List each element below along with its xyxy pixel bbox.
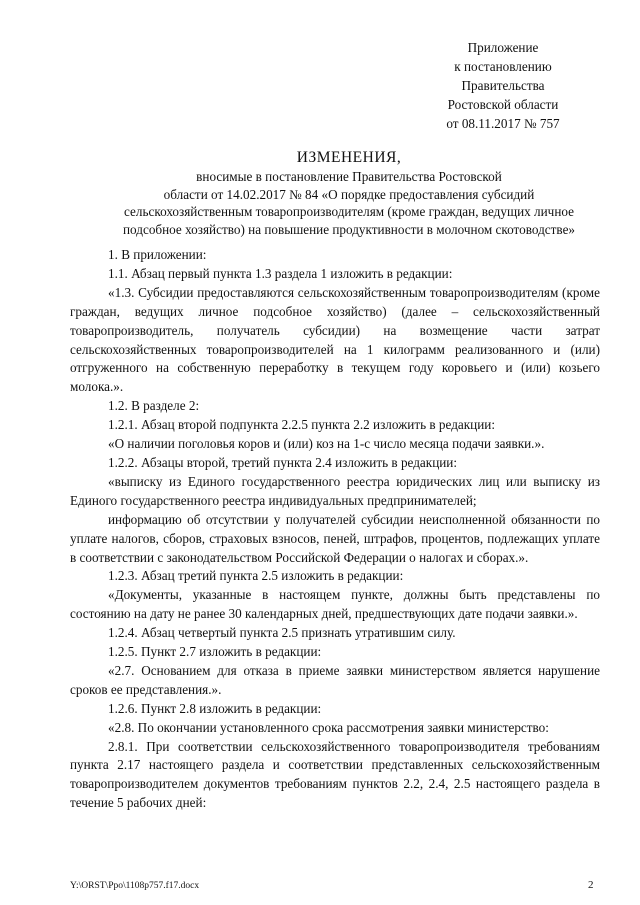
subtitle-line: вносимые в постановление Правительства Ростовской [196, 169, 502, 184]
paragraph: 1.2.4. Абзац четвертый пункта 2.5 признать утратившим силу. [108, 625, 456, 641]
paragraph: 1.2.1. Абзац второй подпункта 2.2.5 пункта 2.2 изложить в редакции: [108, 417, 495, 433]
appendix-line: к постановлению [454, 59, 552, 74]
appendix-line: Приложение [467, 40, 539, 55]
appendix-line: от 08.11.2017 № 757 [446, 116, 560, 131]
subtitle-line: подсобное хозяйство) на повышение продуктивности в молочном скотоводстве» [122, 221, 576, 237]
paragraph: 1.2.6. Пункт 2.8 изложить в редакции: [108, 700, 322, 716]
paragraph: «2.7. Основанием для отказа в приеме заявки министерством является нарушение сроков ее представления.». [70, 662, 600, 697]
paragraph: 1.2.3. Абзац третий пункта 2.5 изложить в редакции: [108, 568, 404, 584]
subtitle-line: области от 14.02.2017 № 84 «О порядке предоставления субсидий [163, 186, 535, 202]
appendix-line: Ростовской области [447, 97, 559, 112]
paragraph: информацию об отсутствии у получателей субсидии неисполненной обязанности по уплате налогов, сборов, страховых взносов, пеней, штрафов, процентов, подлежащих уплате в соответствии с законодательством Российской Федерации о налогах и сборах.». [70, 511, 600, 565]
paragraph: «выписку из Единого государственного реестра юридических лиц или выписку из Единого государственного реестра индивидуальных предпринимателей; [70, 473, 600, 508]
subtitle-line: сельскохозяйственным товаропроизводителям (кроме граждан, ведущих личное [124, 204, 574, 219]
appendix-block [418, 38, 588, 133]
footer-file-path: Y:\ORST\Ppo\1108p757.f17.docx [70, 881, 200, 891]
paragraph: «1.3. Субсидии предоставляются сельскохозяйственным товаропроизводителям (кроме граждан, ведущих личное подсобное хозяйство) (далее – сельскохозяйственный товаропроизводитель, получатель субсидии) на возмещение части затрат сельскохозяйственных товаропроизводителей на 1 килограмм реализованного и (или) отгруженного на собственную переработку в текущем году коровьего и (или) козьего молока.». [70, 284, 600, 395]
document-subtitle [86, 168, 612, 238]
paragraph: «Документы, указанные в настоящем пункте, должны быть представлены по состоянию на дату не ранее 30 календарных дней, предшествующих дате подачи заявки.». [70, 587, 600, 622]
paragraph: 1.2. В разделе 2: [108, 398, 200, 414]
paragraph: 1.2.2. Абзацы второй, третий пункта 2.4 изложить в редакции: [108, 454, 458, 470]
paragraph: 2.8.1. При соответствии сельскохозяйственного товаропроизводителя требованиям пункта 2.17 настоящего раздела и соответствии представленных сельскохозяйственным товаропроизводителем документов требованиям пунктов 2.2, 2.4, 2.5 настоящего раздела в течение 5 рабочих дней: [70, 738, 600, 811]
page-number: 2 [588, 879, 594, 891]
paragraph: 1. В приложении: [108, 247, 207, 262]
document-body [70, 246, 600, 813]
paragraph: 1.2.5. Пункт 2.7 изложить в редакции: [108, 644, 322, 660]
document-title: ИЗМЕНЕНИЯ, [296, 149, 402, 166]
appendix-line: Правительства [461, 78, 545, 93]
paragraph: «2.8. По окончании установленного срока рассмотрения заявки министерство: [108, 719, 549, 735]
document-heading [86, 148, 612, 238]
paragraph: «О наличии поголовья коров и (или) коз на 1-с число месяца подачи заявки.». [108, 436, 545, 452]
paragraph: 1.1. Абзац первый пункта 1.3 раздела 1 изложить в редакции: [108, 265, 453, 281]
